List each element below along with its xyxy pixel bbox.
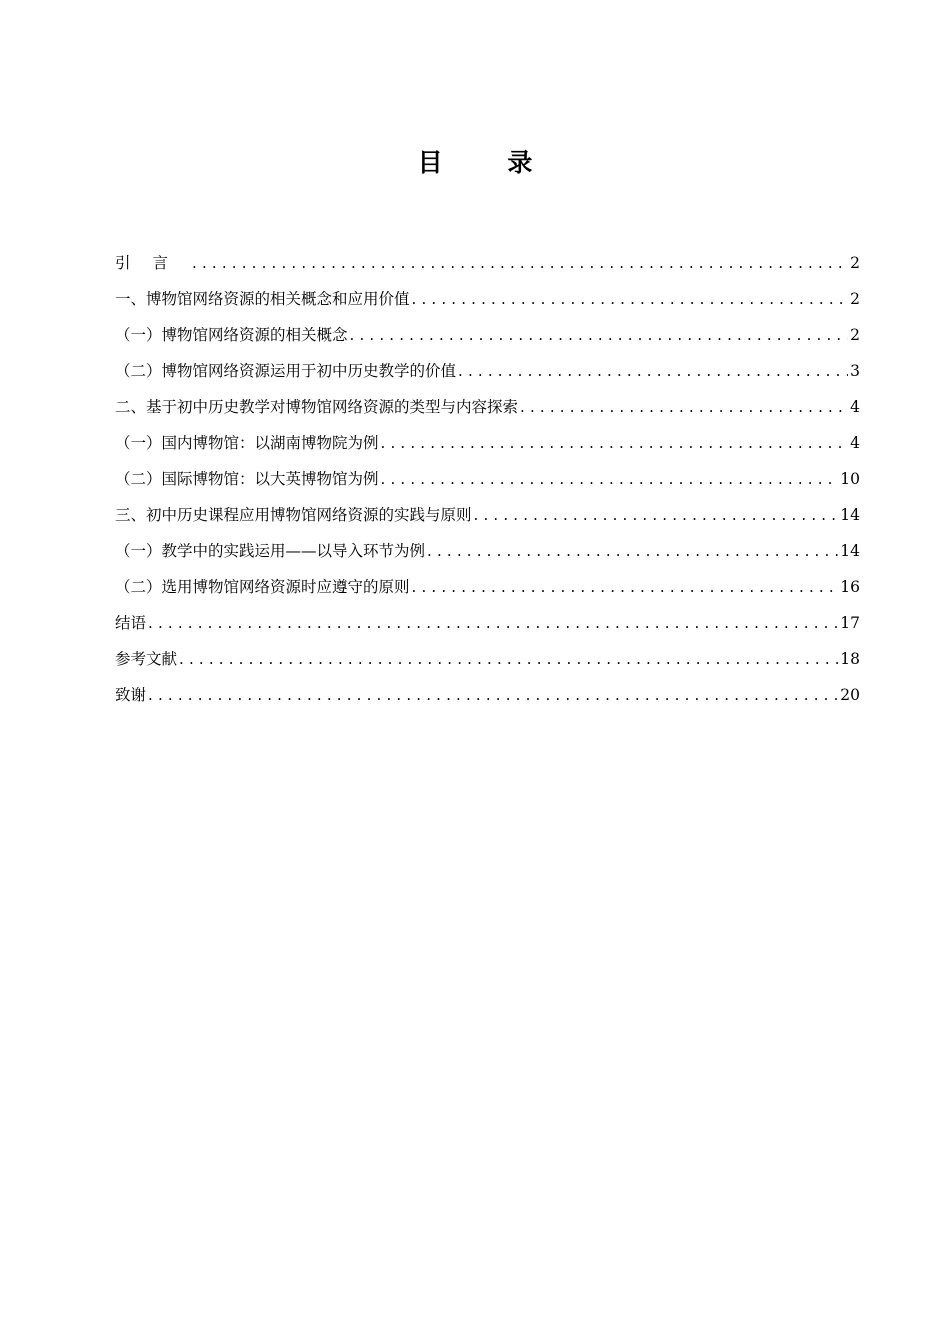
toc-entry-label: 三、初中历史课程应用博物馆网络资源的实践与原则	[115, 506, 472, 524]
toc-entry-page: 16	[840, 578, 860, 596]
toc-entry-page: 17	[840, 614, 860, 632]
toc-dot-leader	[458, 360, 848, 382]
toc-dot-leader	[381, 432, 848, 454]
toc-list	[115, 238, 860, 706]
toc-entry-page: 4	[850, 398, 860, 416]
toc-entry-label: 参考文献	[115, 650, 178, 668]
toc-entry-page: 4	[850, 434, 860, 452]
toc-entry	[115, 562, 860, 598]
toc-entry-label: （二）博物馆网络资源运用于初中历史教学的价值	[115, 362, 457, 380]
toc-dot-leader	[179, 648, 838, 670]
toc-entry-label: 二、基于初中历史教学对博物馆网络资源的类型与内容探索	[115, 398, 519, 416]
toc-entry	[115, 598, 860, 634]
toc-entry-label: （一）国内博物馆：以湖南博物院为例	[115, 434, 379, 452]
toc-dot-leader	[412, 576, 839, 598]
toc-entry-page: 3	[850, 362, 860, 380]
toc-entry-page: 2	[850, 326, 860, 344]
toc-entry-page: 18	[840, 650, 860, 668]
toc-dot-leader	[412, 288, 848, 310]
toc-entry-page: 20	[840, 686, 860, 704]
toc-dot-leader	[427, 540, 838, 562]
toc-entry-label: （二）选用博物馆网络资源时应遵守的原则	[115, 578, 410, 596]
toc-entry	[115, 454, 860, 490]
toc-entry-page: 2	[850, 290, 860, 308]
toc-entry	[115, 634, 860, 670]
toc-entry-label: 一、博物馆网络资源的相关概念和应用价值	[115, 290, 410, 308]
toc-dot-leader	[192, 252, 848, 274]
toc-dot-leader	[520, 396, 848, 418]
toc-entry-label: 致谢	[115, 686, 147, 704]
toc-entry-page: 14	[840, 506, 860, 524]
toc-entry	[115, 238, 860, 274]
toc-dot-leader	[148, 612, 838, 634]
toc-entry-label: 引言	[115, 254, 191, 272]
toc-entry-page: 14	[840, 542, 860, 560]
toc-entry-label: （一）教学中的实践运用——以导入环节为例	[115, 542, 426, 560]
toc-entry-label: 结语	[115, 614, 147, 632]
toc-entry-page: 10	[840, 470, 860, 488]
toc-dot-leader	[350, 324, 848, 346]
toc-entry-page: 2	[850, 254, 860, 272]
toc-dot-leader	[148, 684, 838, 706]
toc-entry-label: （一）博物馆网络资源的相关概念	[115, 326, 348, 344]
toc-title: 目 录	[417, 148, 561, 177]
toc-dot-leader	[474, 504, 839, 526]
toc-entry	[115, 310, 860, 346]
toc-entry	[115, 490, 860, 526]
toc-entry	[115, 670, 860, 706]
toc-entry-label: （二）国际博物馆：以大英博物馆为例	[115, 470, 379, 488]
toc-entry	[115, 274, 860, 310]
toc-entry	[115, 526, 860, 562]
toc-entry	[115, 382, 860, 418]
toc-entry	[115, 346, 860, 382]
toc-entry	[115, 418, 860, 454]
toc-dot-leader	[381, 468, 839, 490]
